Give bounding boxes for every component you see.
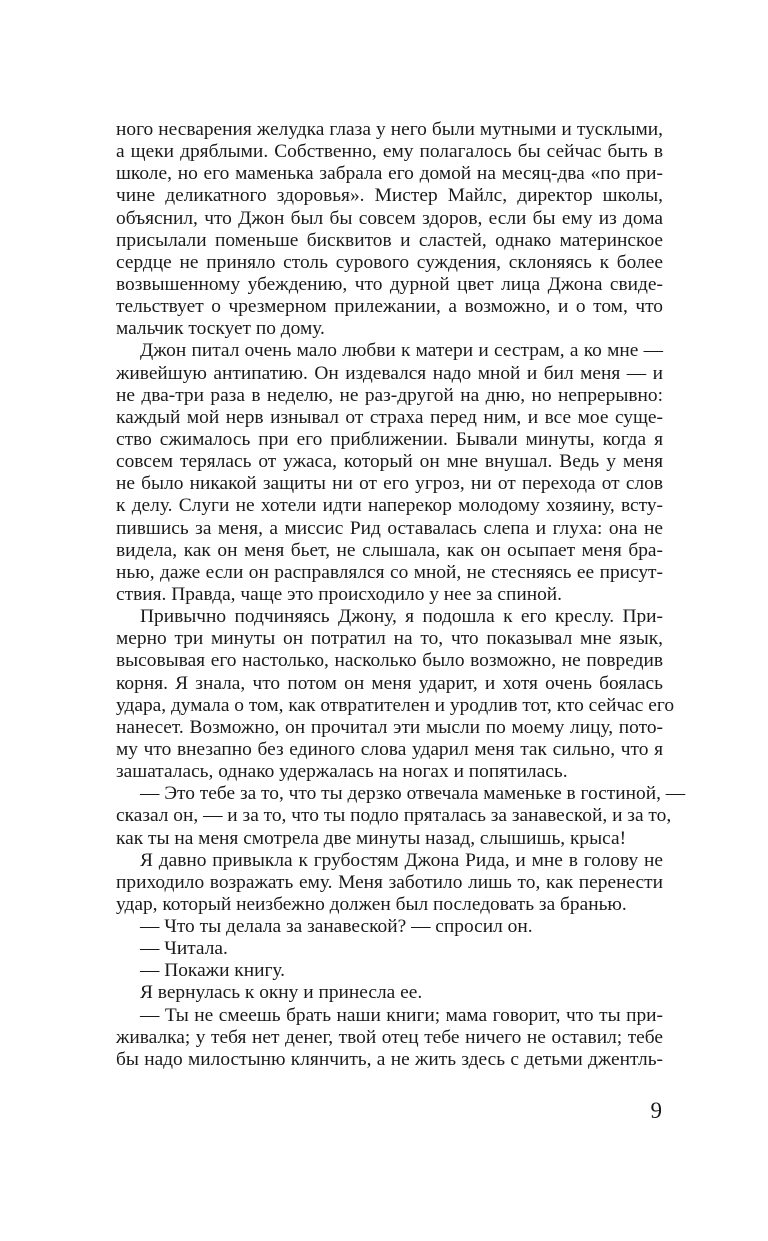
- text-line: сказал он, — и за то, что ты подло пряталась за занавеской, и за то,: [116, 805, 672, 827]
- paragraph: [116, 982, 663, 1004]
- text-line: — Это тебе за то, что ты дерзко отвечала маменьке в гостиной, —: [140, 783, 686, 805]
- text-line: мальчик тоскует по дому.: [116, 318, 325, 340]
- text-line: удара, думала о том, как отвратителен и уродлив тот, кто сейчас его: [116, 694, 675, 716]
- paragraph: [116, 119, 663, 340]
- page-number: 9: [650, 1098, 662, 1123]
- paragraph: [116, 783, 686, 849]
- paragraph: [116, 960, 663, 982]
- text-line: присылали поменьше бисквитов и сластей, однако материнское: [116, 229, 663, 251]
- text-line: — Читала.: [140, 938, 228, 960]
- text-line: Джон питал очень мало любви к матери и сестрам, а ко мне —: [140, 340, 663, 362]
- paragraph: [116, 340, 663, 606]
- paragraph: [116, 850, 663, 916]
- text-line: мерно три минуты он потратил на то, что показывал мне язык,: [116, 628, 663, 650]
- text-line: сердце не приняло столь сурового суждения, склоняясь к более: [116, 251, 663, 273]
- text-line: ного несварения желудка глаза у него были мутными и тусклыми,: [116, 119, 663, 140]
- paragraph: [116, 1005, 663, 1071]
- text-line: Я давно привыкла к грубостям Джона Рида, и мне в голову не: [140, 849, 663, 871]
- paragraph: [116, 606, 675, 783]
- text-line: Привычно подчиняясь Джону, я подошла к его креслу. При-: [140, 606, 663, 628]
- text-line: каждый мой нерв изнывал от страха перед ним, и все мое суще-: [116, 406, 663, 428]
- text-line: чине деликатного здоровья». Мистер Майлс, директор школы,: [116, 185, 663, 207]
- text-line: — Покажи книгу.: [140, 960, 286, 982]
- text-line: тельствует о чрезмерном прилежании, а возможно, и о том, что: [116, 296, 663, 318]
- paragraph: [116, 938, 663, 960]
- page-body-text: [116, 119, 686, 1071]
- text-line: не два-три раза в неделю, не раз-другой на дню, но непрерывно:: [116, 384, 663, 406]
- text-line: бы надо милостыню клянчить, а не жить здесь с детьми джентль-: [116, 1048, 663, 1070]
- text-line: му что внезапно без единого слова ударил меня так сильно, что я: [116, 738, 663, 760]
- text-line: зашаталась, однако удержалась на ногах и попятилась.: [116, 761, 568, 783]
- text-line: видела, как он меня бьет, не слышала, как он осыпает меня бра-: [116, 539, 663, 561]
- text-line: живалка; у тебя нет денег, твой отец тебе ничего не оставил; тебе: [116, 1026, 663, 1048]
- text-line: приходило возражать ему. Меня заботило лишь то, как перенести: [116, 871, 663, 893]
- text-line: Я вернулась к окну и принесла ее.: [140, 982, 423, 1004]
- text-line: не было никакой защиты ни от его угроз, ни от перехода от слов: [116, 473, 663, 495]
- text-line: возвышенному убеждению, что дурной цвет лица Джона свиде-: [116, 273, 663, 295]
- text-line: ство сжималось при его приближении. Бывали минуты, когда я: [116, 428, 663, 450]
- text-line: корня. Я знала, что потом он меня ударит, и хотя очень боялась: [116, 672, 663, 694]
- text-line: объяснил, что Джон был бы совсем здоров, если бы ему из дома: [116, 207, 663, 229]
- text-line: высовывая его настолько, насколько было возможно, не повредив: [116, 650, 663, 672]
- text-line: нанесет. Возможно, он прочитал эти мысли по моему лицу, пото-: [116, 716, 663, 738]
- text-line: пившись за меня, а миссис Рид оставалась слепа и глуха: она не: [116, 517, 663, 539]
- text-line: к делу. Слуги не хотели идти наперекор молодому хозяину, всту-: [116, 495, 663, 517]
- text-line: школе, но его маменька забрала его домой на месяц-два «по при-: [116, 163, 663, 185]
- text-line: ствия. Правда, чаще это происходило у нее за спиной.: [116, 583, 563, 605]
- text-line: совсем терялась от ужаса, который он мне внушал. Ведь у меня: [116, 451, 663, 473]
- text-line: а щеки дряблыми. Собственно, ему полагалось бы сейчас быть в: [116, 141, 663, 163]
- text-line: — Ты не смеешь брать наши книги; мама говорит, что ты при-: [140, 1004, 663, 1026]
- paragraph: [116, 916, 663, 938]
- text-line: нью, даже если он расправлялся со мной, не стесняясь ее присут-: [116, 561, 663, 583]
- text-line: как ты на меня смотрела две минуты назад, слышишь, крыса!: [116, 827, 627, 849]
- text-line: удар, который неизбежно должен был последовать за бранью.: [116, 893, 627, 915]
- text-line: живейшую антипатию. Он издевался надо мной и бил меня — и: [116, 362, 663, 384]
- text-line: — Что ты делала за занавеской? — спросил он.: [140, 916, 533, 938]
